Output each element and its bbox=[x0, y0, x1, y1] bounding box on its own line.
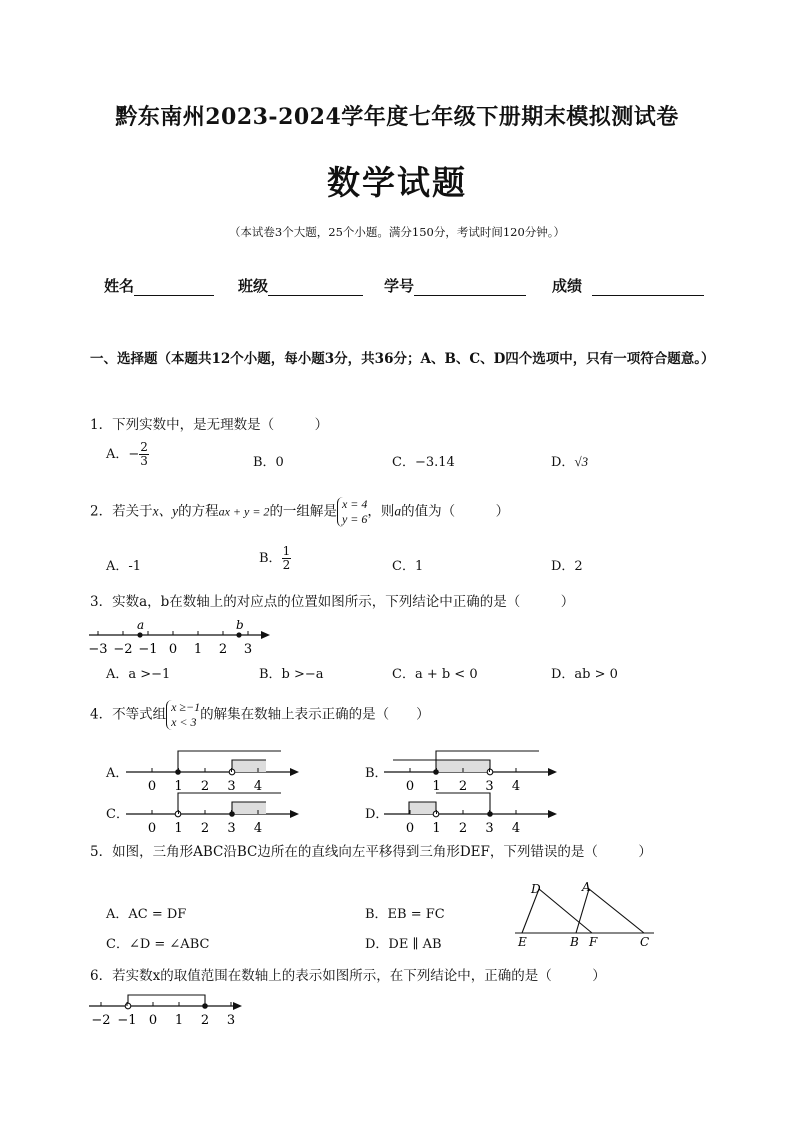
tick-label: 3 bbox=[485, 779, 494, 792]
q4-option-a-label[interactable]: A． bbox=[106, 766, 129, 781]
q5-option-a[interactable]: A．AC = DF bbox=[106, 907, 187, 922]
q2-equation: ax + y = 2 bbox=[218, 504, 270, 519]
class-field[interactable] bbox=[238, 275, 363, 296]
q1-d-value: √3 bbox=[574, 454, 589, 469]
name-label: 姓名 bbox=[104, 277, 135, 295]
tick-label: 0 bbox=[405, 779, 415, 792]
q5-option-c[interactable]: C．∠D = ∠ABC bbox=[106, 937, 210, 952]
q2-stem-mid2: 的一组解是 bbox=[269, 503, 337, 520]
q5-label-b: B bbox=[570, 935, 579, 949]
tick-label: 0 bbox=[147, 821, 157, 834]
q2-b-fraction bbox=[282, 545, 292, 572]
tick-label: 2 bbox=[200, 1013, 210, 1028]
subject-title: 数学试题 bbox=[327, 163, 467, 202]
q6-range-bracket bbox=[128, 995, 205, 1006]
tick-label: 0 bbox=[147, 779, 157, 792]
name-blank[interactable] bbox=[134, 280, 214, 296]
tick-label: 1 bbox=[174, 1013, 184, 1028]
q6-open-point bbox=[125, 1003, 131, 1009]
tick-label: 1 bbox=[432, 779, 441, 792]
q5-label-e: E bbox=[518, 935, 527, 949]
q3-axis-arrow bbox=[261, 631, 270, 639]
q2-var-a: a bbox=[394, 503, 402, 519]
question-6-stem: 6．若实数x的取值范围在数轴上的表示如图所示，在下列结论中，正确的是（ ） bbox=[90, 968, 606, 984]
tick-label: 4 bbox=[511, 821, 521, 834]
tick-label: 3 bbox=[226, 1013, 236, 1028]
q3-tick-label: 3 bbox=[243, 642, 253, 657]
q5-option-d[interactable]: D．DE ∥ AB bbox=[365, 937, 442, 952]
q1-a-label: A． bbox=[106, 447, 129, 462]
tick-label: 2 bbox=[200, 821, 210, 834]
tick-label: 0 bbox=[405, 821, 415, 834]
q1-option-b[interactable]: B．0 bbox=[253, 455, 284, 470]
q4-option-c-label[interactable]: C． bbox=[106, 807, 129, 822]
q5-label-c: C bbox=[640, 935, 650, 949]
q6-axis-arrow bbox=[233, 1002, 242, 1010]
q3-tick-label: 1 bbox=[193, 642, 203, 657]
q4-inequality-system bbox=[166, 700, 200, 730]
q2-option-d[interactable]: D．2 bbox=[551, 559, 583, 574]
q2-solution-system bbox=[337, 497, 367, 527]
q1-a-den: 3 bbox=[140, 454, 148, 468]
q1-a-fraction bbox=[139, 441, 149, 468]
tick-label: 1 bbox=[174, 821, 183, 834]
q3-tick-label: −1 bbox=[138, 642, 158, 657]
tick-label: −2 bbox=[91, 1013, 111, 1028]
q3-option-a[interactable]: A．a >−1 bbox=[106, 667, 171, 682]
q2-b-num: 1 bbox=[282, 544, 291, 558]
q2-stem-mid: 的方程 bbox=[178, 503, 219, 520]
tick-label: 1 bbox=[174, 779, 183, 792]
q2-sol-2: y = 6 bbox=[341, 512, 368, 526]
tick-label: 2 bbox=[200, 779, 210, 792]
tick-label: 4 bbox=[253, 779, 263, 792]
q2-vars: x、y bbox=[152, 503, 179, 519]
q5-label-d: D bbox=[531, 882, 541, 896]
q2-option-c[interactable]: C．1 bbox=[392, 559, 424, 574]
q2-b-label: B． bbox=[259, 551, 282, 566]
exam-note: （本试卷3个大题，25个小题。满分150分，考试时间120分钟。） bbox=[228, 225, 566, 239]
q2-stem-pre: 2．若关于 bbox=[90, 503, 153, 520]
q3-point-b bbox=[236, 632, 241, 637]
q4-stem-pre: 4．不等式组 bbox=[90, 706, 167, 723]
exam-title: 黔东南州2023-2024学年度七年级下册期末模拟测试卷 bbox=[115, 104, 679, 130]
q4-option-d-label[interactable]: D． bbox=[365, 807, 389, 822]
tick-label: 3 bbox=[485, 821, 494, 834]
q3-label-b: b bbox=[236, 618, 244, 632]
score-field[interactable] bbox=[552, 275, 704, 296]
tick-label: −1 bbox=[117, 1013, 137, 1028]
number-blank[interactable] bbox=[414, 280, 526, 296]
q4-option-c-number-line[interactable] bbox=[125, 788, 305, 834]
q4-option-a-number-line[interactable] bbox=[125, 746, 305, 792]
q3-option-c[interactable]: C．a + b < 0 bbox=[392, 667, 478, 682]
q1-a-num: 2 bbox=[140, 440, 148, 454]
q4-ineq-2: x < 3 bbox=[171, 715, 197, 729]
q2-sol-1: x = 4 bbox=[341, 497, 368, 511]
q4-option-b-number-line[interactable] bbox=[383, 746, 563, 792]
q2-option-a[interactable]: A．-1 bbox=[106, 559, 142, 574]
tick-label: 4 bbox=[511, 779, 521, 792]
q2-option-b[interactable] bbox=[259, 545, 291, 572]
class-blank[interactable] bbox=[268, 280, 363, 296]
tick-label: 0 bbox=[148, 1013, 158, 1028]
question-3-stem: 3．实数a，b在数轴上的对应点的位置如图所示，下列结论中正确的是（ ） bbox=[90, 594, 575, 610]
q5-triangle-figure bbox=[510, 876, 660, 950]
q1-d-label: D． bbox=[551, 455, 575, 470]
score-blank[interactable] bbox=[592, 280, 704, 296]
q3-tick-label: −2 bbox=[113, 642, 133, 657]
number-label: 学号 bbox=[384, 277, 415, 295]
q3-option-b[interactable]: B．b >−a bbox=[259, 667, 324, 682]
tick-label: 2 bbox=[458, 821, 468, 834]
number-field[interactable] bbox=[384, 275, 526, 296]
q2-b-den: 2 bbox=[282, 558, 291, 572]
q5-label-a: A bbox=[582, 880, 591, 894]
q5-label-f: F bbox=[589, 935, 598, 949]
q5-triangle-abc bbox=[576, 889, 644, 933]
q1-option-a[interactable] bbox=[106, 441, 149, 468]
tick-label: 2 bbox=[458, 779, 468, 792]
q1-option-c[interactable]: C．−3.14 bbox=[392, 455, 455, 470]
section-heading: 一、选择题（本题共12个小题，每小题3分，共36分；A、B、C、D四个选项中，只有一项符合题意。） bbox=[90, 351, 715, 367]
tick-label: 3 bbox=[227, 779, 236, 792]
q3-label-a: a bbox=[137, 618, 145, 632]
q3-tick-label: 2 bbox=[218, 642, 228, 657]
q2-stem-post: ，则 bbox=[367, 503, 395, 520]
q3-number-line bbox=[86, 616, 276, 658]
q5-option-b[interactable]: B．EB = FC bbox=[365, 907, 445, 922]
q4-option-b-label[interactable]: B． bbox=[365, 766, 388, 781]
name-field[interactable] bbox=[104, 275, 214, 296]
question-5-stem: 5．如图，三角形ABC沿BC边所在的直线向左平移得到三角形DEF，下列错误的是（ ） bbox=[90, 844, 652, 860]
q4-option-d-number-line[interactable] bbox=[383, 788, 563, 834]
q1-a-sign: − bbox=[128, 447, 140, 462]
q3-point-a bbox=[137, 632, 142, 637]
q3-option-d[interactable]: D．ab > 0 bbox=[551, 667, 618, 682]
tick-label: 1 bbox=[432, 821, 441, 834]
question-2-stem bbox=[90, 497, 509, 527]
q4-stem-post: 的解集在数轴上表示正确的是（ ） bbox=[200, 706, 430, 723]
tick-label: 4 bbox=[253, 821, 263, 834]
q1-option-d[interactable] bbox=[551, 451, 588, 470]
question-4-stem bbox=[90, 700, 430, 730]
q6-number-line bbox=[86, 986, 256, 1030]
q4-ineq-1: x ≥−1 bbox=[171, 700, 201, 714]
q2-stem-end: 的值为（ ） bbox=[401, 503, 510, 520]
class-label: 班级 bbox=[238, 277, 269, 295]
score-label: 成绩 bbox=[552, 277, 583, 295]
q3-tick-label: 0 bbox=[168, 642, 178, 657]
question-1-stem: 1．下列实数中，是无理数是（ ） bbox=[90, 417, 329, 433]
q3-tick-label: −3 bbox=[88, 642, 108, 657]
tick-label: 3 bbox=[227, 821, 236, 834]
